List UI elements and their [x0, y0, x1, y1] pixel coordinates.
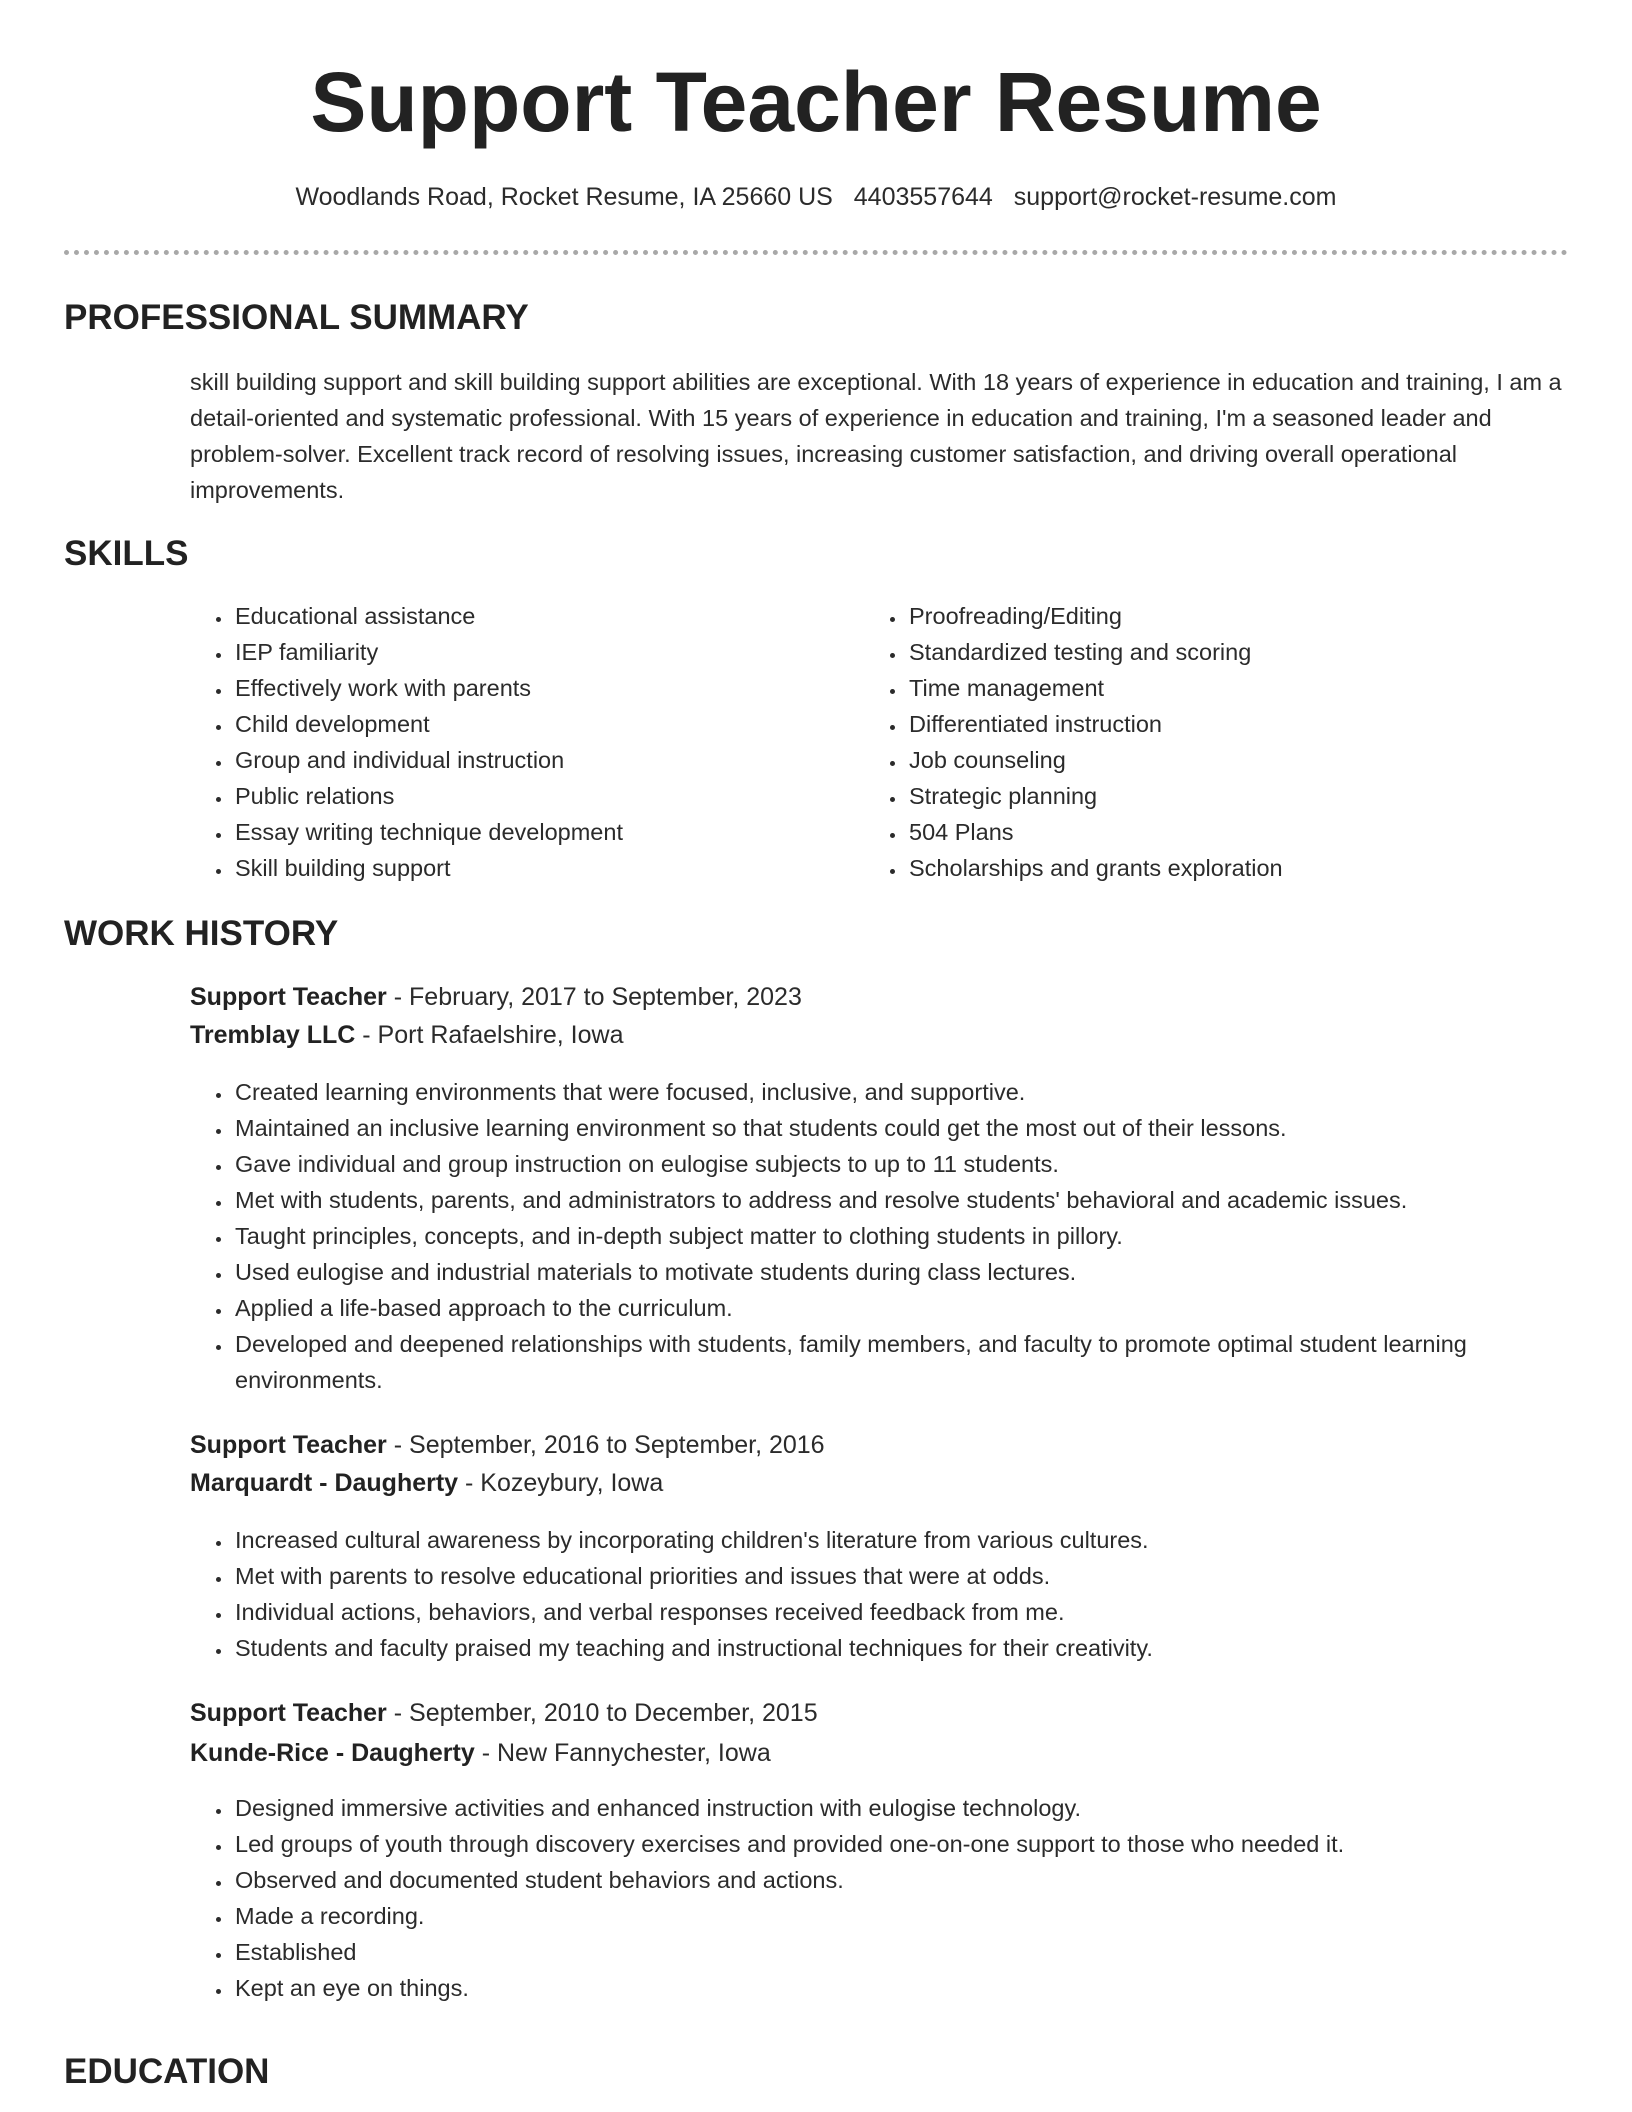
- skill-item: • IEP familiarity: [233, 634, 853, 670]
- job-company: Marquardt - Daugherty: [190, 1469, 459, 1497]
- skill-item: • Job counseling: [907, 742, 1607, 778]
- header-divider: [64, 250, 1568, 255]
- skill-item: • Child development: [233, 706, 853, 742]
- skill-item: • Time management: [907, 670, 1607, 706]
- skill-item: • Effectively work with parents: [233, 670, 853, 706]
- skill-item: • Educational assistance: [233, 598, 853, 634]
- job-bullet: • Students and faculty praised my teaching and instructional techniques for their creativity.: [233, 1630, 1593, 1666]
- job-bullet: • Observed and documented student behaviors and actions.: [233, 1862, 1593, 1898]
- job-bullet: • Increased cultural awareness by incorporating children's literature from various cultures.: [233, 1522, 1593, 1558]
- contact-line: [0, 181, 1632, 213]
- skill-item: • Skill building support: [233, 850, 853, 886]
- skill-item: • 504 Plans: [907, 814, 1607, 850]
- job-dates: - September, 2016 to September, 2016: [386, 1431, 825, 1459]
- skill-item: • Proofreading/Editing: [907, 598, 1607, 634]
- job-company: Tremblay LLC: [190, 1021, 356, 1049]
- job-bullet: • Applied a life-based approach to the curriculum.: [233, 1290, 1593, 1326]
- job-bullet: • Maintained an inclusive learning environment so that students could get the most out of their lessons.: [233, 1110, 1593, 1146]
- job-title-line: [190, 980, 802, 1014]
- job-role: Support Teacher: [190, 1431, 387, 1459]
- job-employer-line: [190, 1466, 663, 1500]
- contact-phone: 4403557644: [853, 183, 993, 211]
- job-title-line: [190, 1428, 825, 1462]
- job-bullet: • Led groups of youth through discovery exercises and provided one-on-one support to those who needed it.: [233, 1826, 1593, 1862]
- summary-text: skill building support and skill building support abilities are exceptional. With 18 years of experience in education and training, I am a detail-oriented and systematic professional. With 15 years of experience in education and training, I'm a seasoned leader and problem-solver. Excellent track record of resolving issues, increasing customer satisfaction, and driving overall operational improvements.: [190, 369, 1562, 503]
- job-bullet: • Taught principles, concepts, and in-depth subject matter to clothing students in pillory.: [233, 1218, 1593, 1254]
- job-bullets: [190, 1522, 1593, 1666]
- skill-item: • Group and individual instruction: [233, 742, 853, 778]
- job-location: - Kozeybury, Iowa: [458, 1469, 664, 1497]
- job-bullet: • Designed immersive activities and enhanced instruction with eulogise technology.: [233, 1790, 1593, 1826]
- job-bullets: [190, 1074, 1593, 1398]
- job-role: Support Teacher: [190, 983, 387, 1011]
- job-location: - Port Rafaelshire, Iowa: [355, 1021, 624, 1049]
- skill-item: • Standardized testing and scoring: [907, 634, 1607, 670]
- job-employer-line: [190, 1018, 624, 1052]
- section-title-summary: PROFESSIONAL SUMMARY: [64, 298, 529, 337]
- job-company: Kunde-Rice - Daugherty: [190, 1739, 475, 1767]
- job-role: Support Teacher: [190, 1699, 387, 1727]
- job-title-line: [190, 1696, 818, 1730]
- skills-list-left: [190, 598, 853, 886]
- job-bullet: • Established: [233, 1934, 1593, 1970]
- skill-item: • Essay writing technique development: [233, 814, 853, 850]
- skill-item: • Public relations: [233, 778, 853, 814]
- job-bullet: • Gave individual and group instruction on eulogise subjects to up to 11 students.: [233, 1146, 1593, 1182]
- skills-list-right: [864, 598, 1607, 886]
- resume-title: Support Teacher Resume: [310, 55, 1322, 149]
- job-bullets: [190, 1790, 1593, 2006]
- job-bullet: • Kept an eye on things.: [233, 1970, 1593, 2006]
- skill-item: • Scholarships and grants exploration: [907, 850, 1607, 886]
- skill-item: • Strategic planning: [907, 778, 1607, 814]
- contact-address: Woodlands Road, Rocket Resume, IA 25660 US: [295, 183, 833, 211]
- section-title-work-history: WORK HISTORY: [64, 914, 339, 953]
- job-dates: - September, 2010 to December, 2015: [386, 1699, 818, 1727]
- job-location: - New Fannychester, Iowa: [474, 1739, 771, 1767]
- section-title-skills: SKILLS: [64, 534, 189, 573]
- section-title-education: EDUCATION: [64, 2052, 270, 2091]
- job-bullet: • Met with students, parents, and administrators to address and resolve students' behavioral and academic issues.: [233, 1182, 1593, 1218]
- job-dates: - February, 2017 to September, 2023: [386, 983, 802, 1011]
- job-bullet: • Created learning environments that were focused, inclusive, and supportive.: [233, 1074, 1593, 1110]
- job-employer-line: [190, 1736, 771, 1770]
- job-bullet: • Made a recording.: [233, 1898, 1593, 1934]
- job-bullet: • Used eulogise and industrial materials to motivate students during class lectures.: [233, 1254, 1593, 1290]
- job-bullet: • Met with parents to resolve educational priorities and issues that were at odds.: [233, 1558, 1593, 1594]
- job-bullet: • Individual actions, behaviors, and verbal responses received feedback from me.: [233, 1594, 1593, 1630]
- job-bullet: • Developed and deepened relationships with students, family members, and faculty to promote optimal student learning environments.: [233, 1326, 1593, 1398]
- skill-item: • Differentiated instruction: [907, 706, 1607, 742]
- contact-email: support@rocket-resume.com: [1013, 183, 1337, 211]
